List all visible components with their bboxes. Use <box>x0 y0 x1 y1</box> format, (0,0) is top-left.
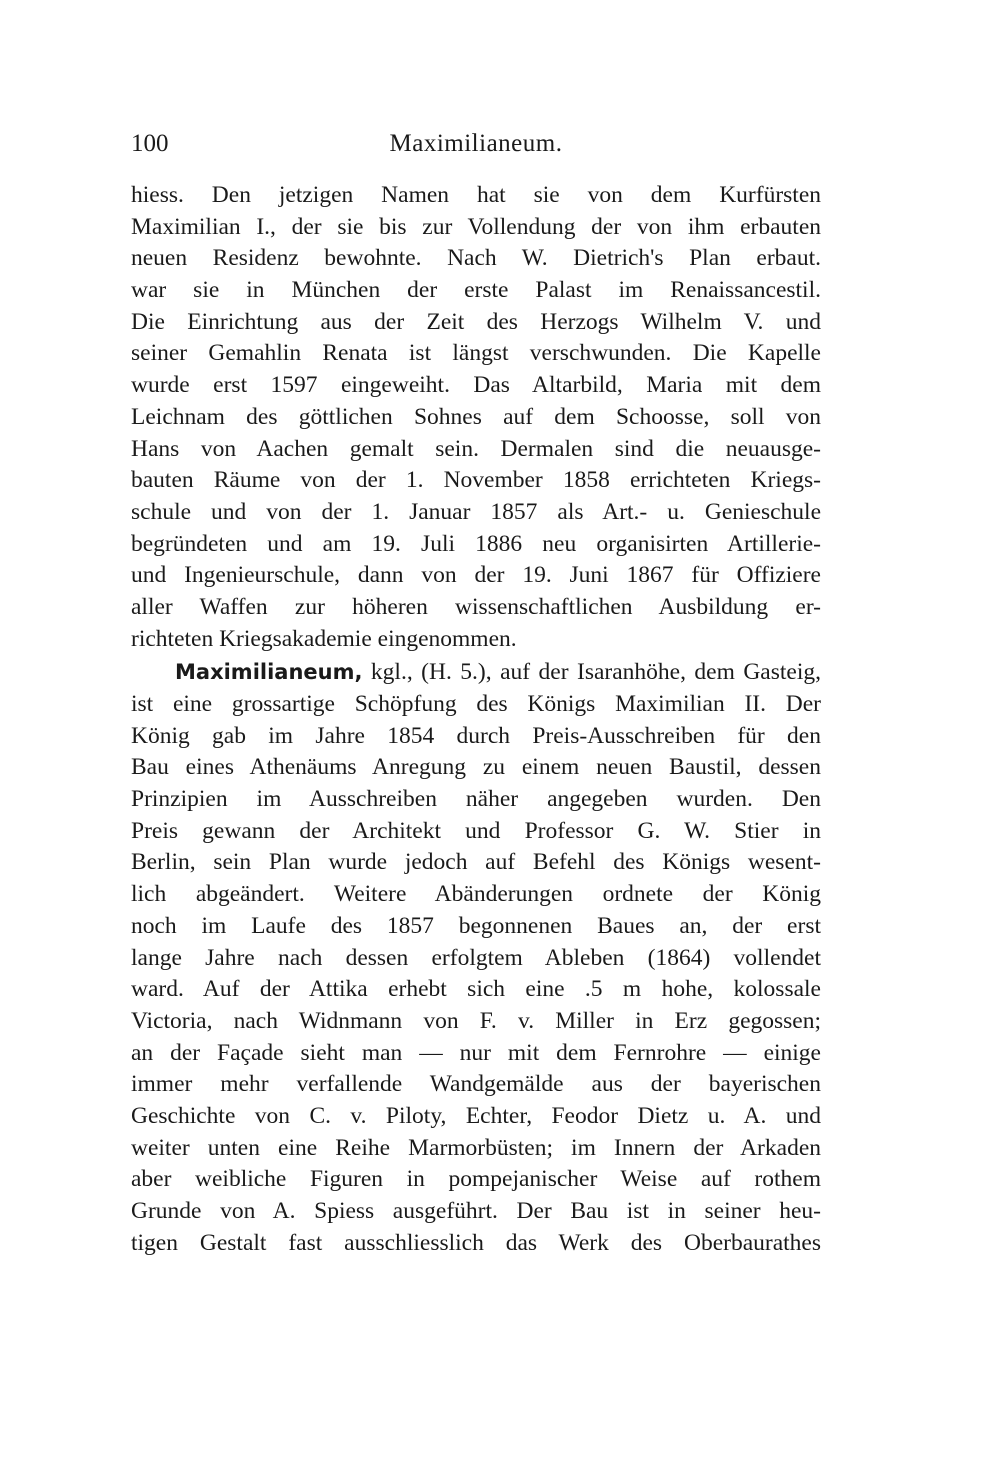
text-line: seiner Gemahlin Renata ist längst verschwunden. Die Kapelle <box>131 340 821 367</box>
text-line: Geschichte von C. v. Piloty, Echter, Feodor Dietz u. A. und <box>131 1102 821 1129</box>
page-header <box>131 124 821 164</box>
text-line: war sie in München der erste Palast im Renaissancestil. <box>131 277 821 304</box>
text-line: schule und von der 1. Januar 1857 als Art.- u. Genieschule <box>131 498 821 525</box>
text-line: lange Jahre nach dessen erfolgtem Ableben (1864) vollendet <box>131 944 821 971</box>
text-line: ward. Auf der Attika erhebt sich eine .5 m hohe, kolossale <box>131 976 821 1003</box>
text-line: aller Waffen zur höheren wissenschaftlichen Ausbildung er- <box>131 593 821 620</box>
entry-first-line-rest: kgl., (H. 5.), auf der Isaranhöhe, dem Gasteig, <box>362 659 821 686</box>
text-line: Grunde von A. Spiess ausgeführt. Der Bau ist in seiner heu- <box>131 1198 821 1224</box>
text-line: Die Einrichtung aus der Zeit des Herzogs Wilhelm V. und <box>131 308 821 335</box>
text-line: begründeten und am 19. Juli 1886 neu organisirten Artillerie- <box>131 530 821 557</box>
text-line: Victoria, nach Widnmann von F. v. Miller in Erz gegossen; <box>131 1007 821 1034</box>
text-line: immer mehr verfallende Wandgemälde aus der bayerischen <box>131 1071 821 1098</box>
text-line: aber weibliche Figuren in pompejanischer Weise auf rothem <box>131 1166 821 1193</box>
paragraph-maximilianeum <box>131 657 821 1259</box>
text-line: Hans von Aachen gemalt sein. Dermalen sind die neuausge- <box>131 435 821 462</box>
entry-first-line <box>131 657 821 689</box>
text-line: neuen Residenz bewohnte. Nach W. Dietrich's Plan erbaut. <box>131 245 821 272</box>
text-line: weiter unten eine Reihe Marmorbüsten; im Innern der Arkaden <box>131 1134 821 1161</box>
text-line: Leichnam des göttlichen Sohnes auf dem Schoosse, soll von <box>131 403 821 430</box>
text-line: hiess. Den jetzigen Namen hat sie von dem Kurfürsten <box>131 182 821 208</box>
page-number: 100 <box>131 130 169 157</box>
text-line: Prinzipien im Ausschreiben näher angegeben wurden. Den <box>131 786 821 813</box>
text-line: ist eine grossartige Schöpfung des Königs Maximilian II. Der <box>131 691 821 717</box>
text-line: richteten Kriegsakademie eingenommen. <box>131 625 517 652</box>
entry-term: Maximilianeum, <box>175 660 363 685</box>
body-text <box>131 180 821 1259</box>
text-line: noch im Laufe des 1857 begonnenen Baues an, der erst <box>131 912 821 939</box>
text-line: wurde erst 1597 eingeweiht. Das Altarbild, Maria mit dem <box>131 372 821 399</box>
running-head: Maximilianeum. <box>389 130 563 157</box>
paragraph-residenz <box>131 180 821 655</box>
text-line: und Ingenieurschule, dann von der 19. Juni 1867 für Offiziere <box>131 562 821 589</box>
text-line: lich abgeändert. Weitere Abänderungen ordnete der König <box>131 881 821 908</box>
text-line: tigen Gestalt fast ausschliesslich das Werk des Oberbaurathes <box>131 1229 821 1256</box>
text-line: an der Façade sieht man — nur mit dem Fernrohre — einige <box>131 1039 821 1066</box>
text-line: Maximilian I., der sie bis zur Vollendung der von ihm erbauten <box>131 213 821 240</box>
text-line: König gab im Jahre 1854 durch Preis-Ausschreiben für den <box>131 722 821 749</box>
text-line: Bau eines Athenäums Anregung zu einem neuen Baustil, dessen <box>131 754 821 781</box>
text-line: bauten Räume von der 1. November 1858 errichteten Kriegs- <box>131 467 821 494</box>
text-line: Berlin, sein Plan wurde jedoch auf Befehl des Königs wesent- <box>131 849 821 876</box>
text-line: Preis gewann der Architekt und Professor G. W. Stier in <box>131 817 821 844</box>
